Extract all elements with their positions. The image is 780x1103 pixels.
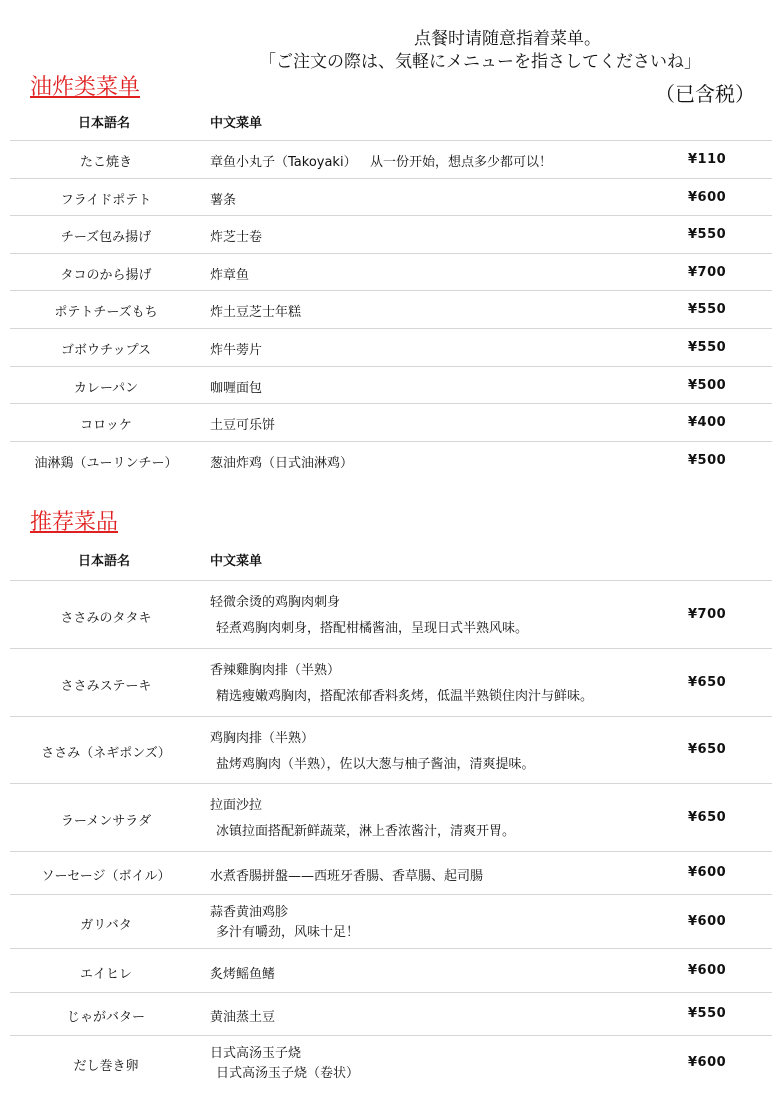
menu-row	[10, 1035, 772, 1090]
item-price: ¥500	[688, 377, 727, 393]
item-name-cn: 香辣雞胸肉排（半熟）	[210, 663, 341, 678]
item-name-cn: 炸土豆芝士年糕	[210, 305, 302, 321]
item-name-jp: コロッケ	[80, 418, 132, 434]
item-description: 精选瘦嫩鸡胸肉，搭配浓郁香料炙烤，低温半熟锁住肉汁与鲜味。	[216, 689, 594, 704]
menu-row	[10, 290, 772, 328]
menu-row	[10, 948, 772, 992]
col-header-cn: 中文菜单	[210, 116, 263, 131]
item-name-jp: ささみステーキ	[60, 678, 152, 694]
menu-row	[10, 215, 772, 253]
item-name-jp: チーズ包み揚げ	[60, 230, 152, 246]
item-name-jp: じゃがバター	[66, 1010, 145, 1025]
menu-row	[10, 716, 772, 783]
menu-row	[10, 403, 772, 441]
item-price: ¥650	[688, 674, 727, 690]
item-description: 盐烤鸡胸肉（半熟），佐以大葱与柚子酱油，清爽提味。	[216, 757, 535, 772]
item-name-jp: だし巻き卵	[73, 1059, 139, 1074]
order-notice-cn: 点餐时请随意指着菜单。	[414, 29, 601, 49]
item-description: 轻煮鸡胸肉刺身，搭配柑橘酱油，呈现日式半熟风味。	[216, 621, 529, 636]
menu-row	[10, 580, 772, 648]
col-header-jp: 日本語名	[78, 116, 131, 131]
item-price: ¥600	[688, 913, 727, 929]
menu-row	[10, 992, 772, 1035]
item-price: ¥600	[688, 1055, 727, 1070]
item-name-jp: ゴボウチップス	[60, 342, 152, 358]
menu-row	[10, 366, 772, 404]
item-description: 冰镇拉面搭配新鲜蔬菜，淋上香浓酱汁，清爽开胃。	[216, 824, 516, 839]
item-name-cn: 拉面沙拉	[210, 798, 263, 813]
item-name-cn: 炸芝士卷	[210, 230, 263, 246]
item-name-jp: ポテトチーズもち	[54, 305, 158, 321]
item-name-jp: たこ焼き	[79, 155, 132, 170]
item-name-jp: エイヒレ	[79, 966, 132, 982]
item-price: ¥600	[688, 962, 727, 978]
item-name-cn: 章鱼小丸子（Takoyaki）	[210, 155, 357, 170]
item-name-cn: 炙烤鳐鱼鳍	[210, 966, 276, 982]
item-price: ¥550	[688, 339, 727, 355]
item-name-cn: 黄油蒸土豆	[210, 1010, 276, 1025]
order-notice-jp: 「ご注文の際は、気軽にメニューを指さしてくださいね」	[259, 52, 701, 72]
item-name-cn: 鸡胸肉排（半熟）	[210, 731, 315, 746]
menu-row	[10, 178, 772, 216]
section-title-fried: 油炸类菜单	[30, 75, 141, 100]
item-name-cn: 葱油炸鸡（日式油淋鸡）	[210, 455, 354, 471]
item-description: 多汁有嚼劲，风味十足！	[216, 925, 360, 940]
item-price: ¥500	[688, 452, 727, 468]
item-price: ¥550	[688, 302, 727, 318]
item-name-jp: タコのから揚げ	[60, 267, 152, 283]
item-name-jp: カレーパン	[73, 380, 139, 396]
menu-row	[10, 851, 772, 894]
item-name-jp: フライドポテト	[60, 192, 152, 208]
menu-row	[10, 648, 772, 716]
item-price: ¥650	[688, 809, 727, 825]
col-header-cn: 中文菜单	[210, 554, 263, 569]
item-price: ¥650	[688, 742, 727, 757]
item-name-cn: 日式高汤玉子烧	[210, 1046, 302, 1061]
item-price: ¥400	[688, 415, 727, 431]
item-name-jp: ささみのタタキ	[60, 610, 152, 626]
item-name-jp: ガリバタ	[80, 917, 132, 933]
item-price: ¥700	[688, 264, 727, 280]
item-price: ¥550	[688, 1006, 727, 1021]
menu-row	[10, 328, 772, 366]
table-header-fried	[0, 112, 780, 132]
menu-row	[10, 441, 772, 479]
item-name-jp: 油淋鶏（ユーリンチー）	[34, 455, 178, 471]
item-name-cn: 水煮香腸拼盤——西班牙香腸、香草腸、起司腸	[210, 869, 484, 884]
col-header-jp: 日本語名	[78, 554, 131, 569]
menu-row	[10, 140, 772, 178]
menu-row	[10, 894, 772, 948]
menu-row	[10, 253, 772, 291]
item-description: 日式高汤玉子烧（卷状）	[216, 1066, 360, 1081]
item-price: ¥600	[688, 189, 727, 205]
table-header-recommended	[0, 550, 780, 570]
fried-menu-list	[10, 140, 772, 478]
item-name-cn: 土豆可乐饼	[210, 418, 276, 434]
menu-row	[10, 783, 772, 851]
item-name-jp: ソーセージ（ボイル）	[41, 869, 171, 884]
item-name-cn: 薯条	[210, 192, 237, 208]
item-price: ¥700	[688, 606, 727, 622]
tax-included-label: （已含税）	[655, 82, 755, 106]
item-price: ¥110	[688, 152, 727, 167]
item-name-jp: ささみ（ネギポンズ）	[41, 746, 171, 761]
item-name-cn: 炸牛蒡片	[210, 342, 263, 358]
item-name-cn: 咖喱面包	[210, 380, 263, 396]
item-price: ¥550	[688, 227, 727, 243]
item-note: 从一份开始，想点多少都可以！	[370, 155, 553, 170]
item-price: ¥600	[688, 865, 727, 880]
recommended-menu-list	[10, 580, 772, 1090]
item-name-jp: ラーメンサラダ	[60, 813, 152, 829]
item-name-cn: 轻微余烫的鸡胸肉刺身	[210, 595, 341, 610]
item-name-cn: 炸章鱼	[210, 267, 250, 283]
item-name-cn: 蒜香黄油鸡胗	[210, 905, 289, 920]
section-title-recommended: 推荐菜品	[30, 510, 119, 535]
